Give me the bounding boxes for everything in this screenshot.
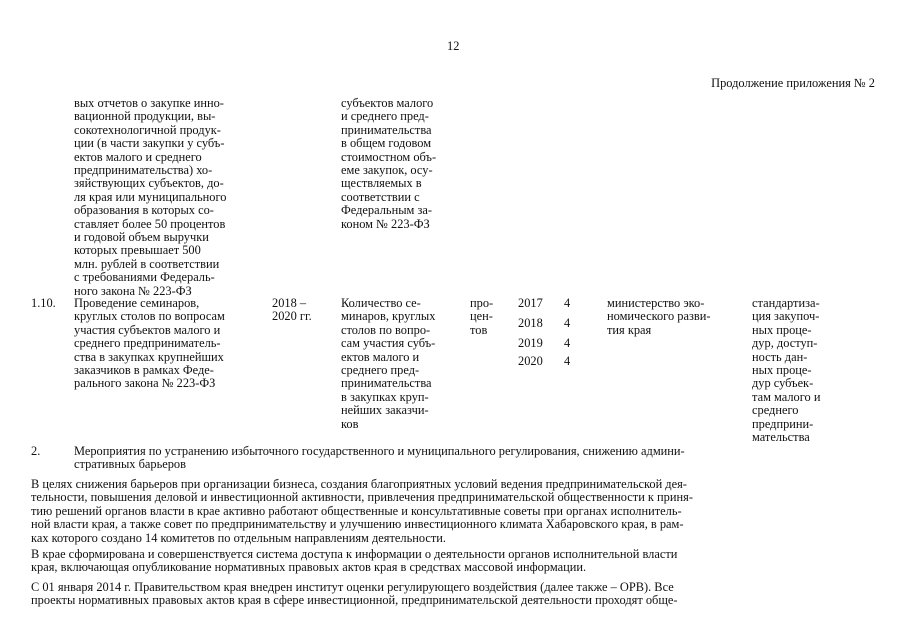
row-indicator: Количество се- минаров, круглых столов по вопро- сам участия субъ- ектов малого и среднего пред- принимательства в закупках круп- нейших заказчи- ков xyxy=(341,296,436,431)
row-measure: Проведение семинаров, круглых столов по вопросам участия субъектов малого и среднего предприниматель- ства в закупках крупнейших заказчиков в рамках Феде- рального закона № 223-ФЗ xyxy=(74,296,225,391)
carry-indicator-text: субъектов малого и среднего пред- принимательства в общем годовом стоимостном объ- еме закупок, осу- ществляемых в соответствии с Федеральным за- коном № 223-ФЗ xyxy=(341,96,437,231)
year-value: 4 xyxy=(564,354,571,368)
year-label: 2017 xyxy=(518,296,543,310)
row-result: стандартиза- ция закупоч- ных проце- дур, доступ- ность дан- ных проце- дур субъек- там малого и среднего предприни- мательства xyxy=(752,296,821,445)
year-row xyxy=(518,355,578,375)
paragraph: В крае сформирована и совершенствуется система доступа к информации о деятельности органов исполнительной власти края, включающая опубликование нормативных правовых актов края в средствах массовой информации. xyxy=(31,547,678,575)
page-number: 12 xyxy=(447,39,460,53)
year-value: 4 xyxy=(564,296,571,310)
carry-measure-text: вых отчетов о закупке инно- вационной продукции, вы- сокотехнологичной продук- ции (в части закупки у субъ- ектов малого и среднего предпринимательства) хо- зяйствующих субъектов, до- ля края или муниципального образования в которых со- ставляет более 50 процентов и годовой объем выручки которых превышает 500 млн. рублей в соответствии с требованиями Федераль- ного закона № 223-ФЗ xyxy=(74,96,227,298)
paragraph: С 01 января 2014 г. Правительством края внедрен институт оценки регулирующего воздействия (далее также – ОРВ). Все проекты нормативных правовых актов края в сфере инвестиционной, предпринимательской деятельности проходят обще- xyxy=(31,580,678,608)
section-title: Мероприятия по устранению избыточного государственного и муниципального регулирования, снижению админи- стративных барьеров xyxy=(74,444,685,472)
year-row xyxy=(518,317,578,337)
row-number: 1.10. xyxy=(31,296,56,310)
row-executor: министерство эко- номического разви- тия края xyxy=(607,296,711,337)
year-value: 4 xyxy=(564,336,571,350)
year-value: 4 xyxy=(564,316,571,330)
year-label: 2018 xyxy=(518,316,543,330)
year-label: 2019 xyxy=(518,336,543,350)
year-label: 2020 xyxy=(518,354,543,368)
continuation-label: Продолжение приложения № 2 xyxy=(711,76,875,90)
section-number: 2. xyxy=(31,444,41,458)
paragraph: В целях снижения барьеров при организации бизнеса, создания благоприятных условий ведения предпринимательской дея- тельности, повышения деловой и инвестиционной активности, привлечения предпринимательской общественности к приня- тию решений органов власти в крае активно работают общественные и консультативные советы при органах исполнитель- ной власти края, а также совет по предпринимательству и улучшению инвестиционного климата Хабаровского края, в рам- ках которого создано 14 комитетов по отдельным направлениям деятельности. xyxy=(31,477,693,545)
row-unit: про- цен- тов xyxy=(470,296,494,337)
row-period: 2018 – 2020 гг. xyxy=(272,296,312,324)
year-row xyxy=(518,297,578,317)
